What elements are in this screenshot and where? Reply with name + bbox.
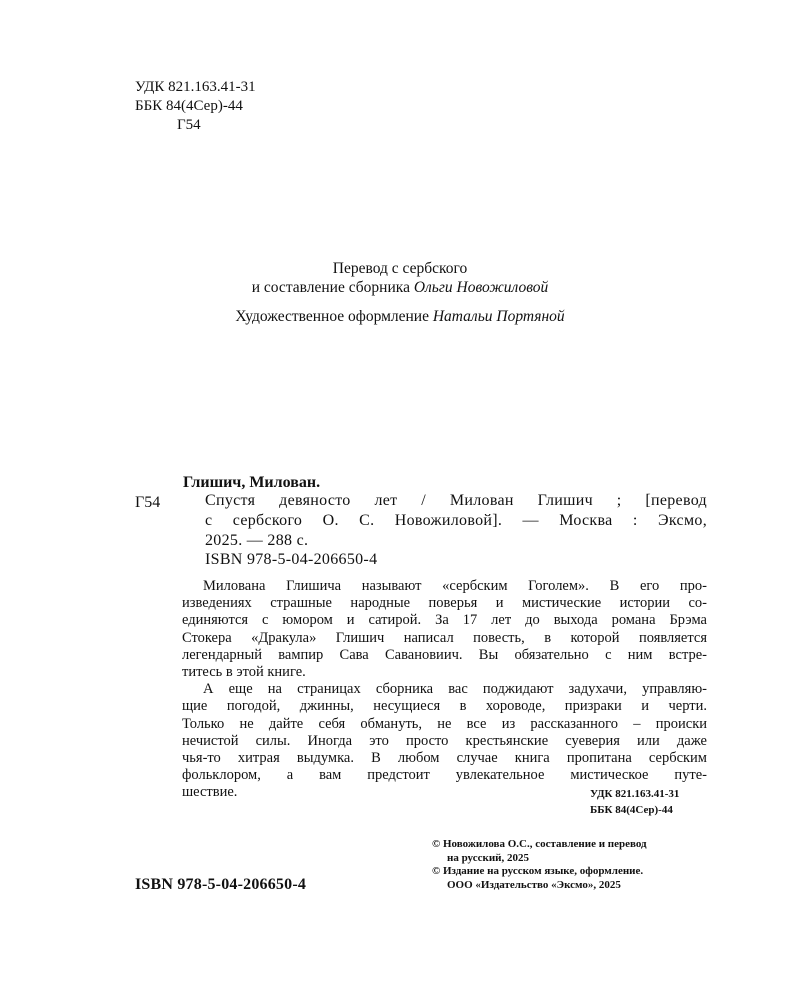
top-classification-codes: [135, 78, 256, 135]
annotation-paragraph-2: [182, 681, 707, 801]
design-credit: Художественное оформление Натальи Портяной: [235, 308, 565, 325]
translation-credit-line2: и составление сборника Ольги Новожиловой: [251, 279, 549, 296]
annotation-line: щие погодой, джинны, несущиеся в хороводе, призраки и черти.: [182, 698, 707, 715]
bibliography-author-sign: Г54: [135, 494, 161, 511]
annotation-line: нечистой силы. Иногда это просто крестьянские суеверия или даже: [182, 732, 707, 749]
bibliography-description: [205, 491, 707, 551]
annotation-line: Милована Глишича называют «сербским Гоголем». В его про-: [203, 578, 707, 594]
bibliography-line: Спустя девяносто лет / Милован Глишич ; [перевод: [205, 492, 707, 509]
annotation-line: титесь в этой книге.: [182, 664, 306, 681]
annotation-paragraph-1: [182, 578, 707, 681]
copyright-line: © Новожилова О.С., составление и перевод: [432, 838, 647, 850]
bbk-code: ББК 84(4Сер)-44: [135, 98, 243, 114]
translator-name: Ольги Новожиловой: [413, 279, 549, 296]
designer-name: Натальи Портяной: [432, 308, 565, 325]
bbk-code: ББК 84(4Сер)-44: [590, 804, 673, 816]
author-sign: Г54: [177, 117, 201, 133]
annotation-line: чья-то хитрая выдумка. В любом случае книга пропитана сербским: [182, 750, 707, 767]
bibliography-author: Глишич, Милован.: [183, 474, 321, 491]
annotation-line: Только не дайте себя обмануть, не все из рассказанного – происки: [182, 715, 707, 732]
udk-code: УДК 821.163.41-31: [135, 79, 256, 95]
isbn-bottom: ISBN 978-5-04-206650-4: [135, 876, 307, 893]
annotation-line: легендарный вампир Сава Савановиич. Вы обязательно с ним встре-: [182, 646, 707, 663]
annotation-line: Стокера «Дракула» Глишич написал повесть, в которой появляется: [182, 629, 707, 646]
annotation: [182, 578, 707, 802]
bibliography-line: с сербского О. С. Новожиловой]. — Москва : Эксмо,: [205, 512, 707, 529]
udk-code: УДК 821.163.41-31: [590, 788, 680, 800]
translation-credit-line1: Перевод с сербского: [332, 260, 468, 277]
annotation-line: А еще на страницах сборника вас поджидают задухачи, управляю-: [203, 681, 707, 698]
copyright-block: [432, 838, 647, 892]
annotation-line: шествие.: [182, 784, 238, 801]
copyright-line: на русский, 2025: [447, 851, 530, 864]
annotation-line: изведениях страшные народные поверья и мистические истории со-: [182, 595, 707, 612]
annotation-line: единяются с юмором и сатирой. За 17 лет до выхода романа Брэма: [182, 612, 707, 629]
copyright-line: ООО «Издательство «Эксмо», 2025: [447, 878, 621, 891]
annotation-classification-codes: [590, 786, 679, 818]
bibliography-line: 2025. — 288 с.: [205, 532, 309, 549]
copyright-line: © Издание на русском языке, оформление.: [432, 865, 644, 877]
bibliography-isbn: ISBN 978-5-04-206650-4: [205, 551, 378, 568]
annotation-line: фольклором, а вам предстоит увлекательное мистическое путе-: [182, 767, 707, 784]
